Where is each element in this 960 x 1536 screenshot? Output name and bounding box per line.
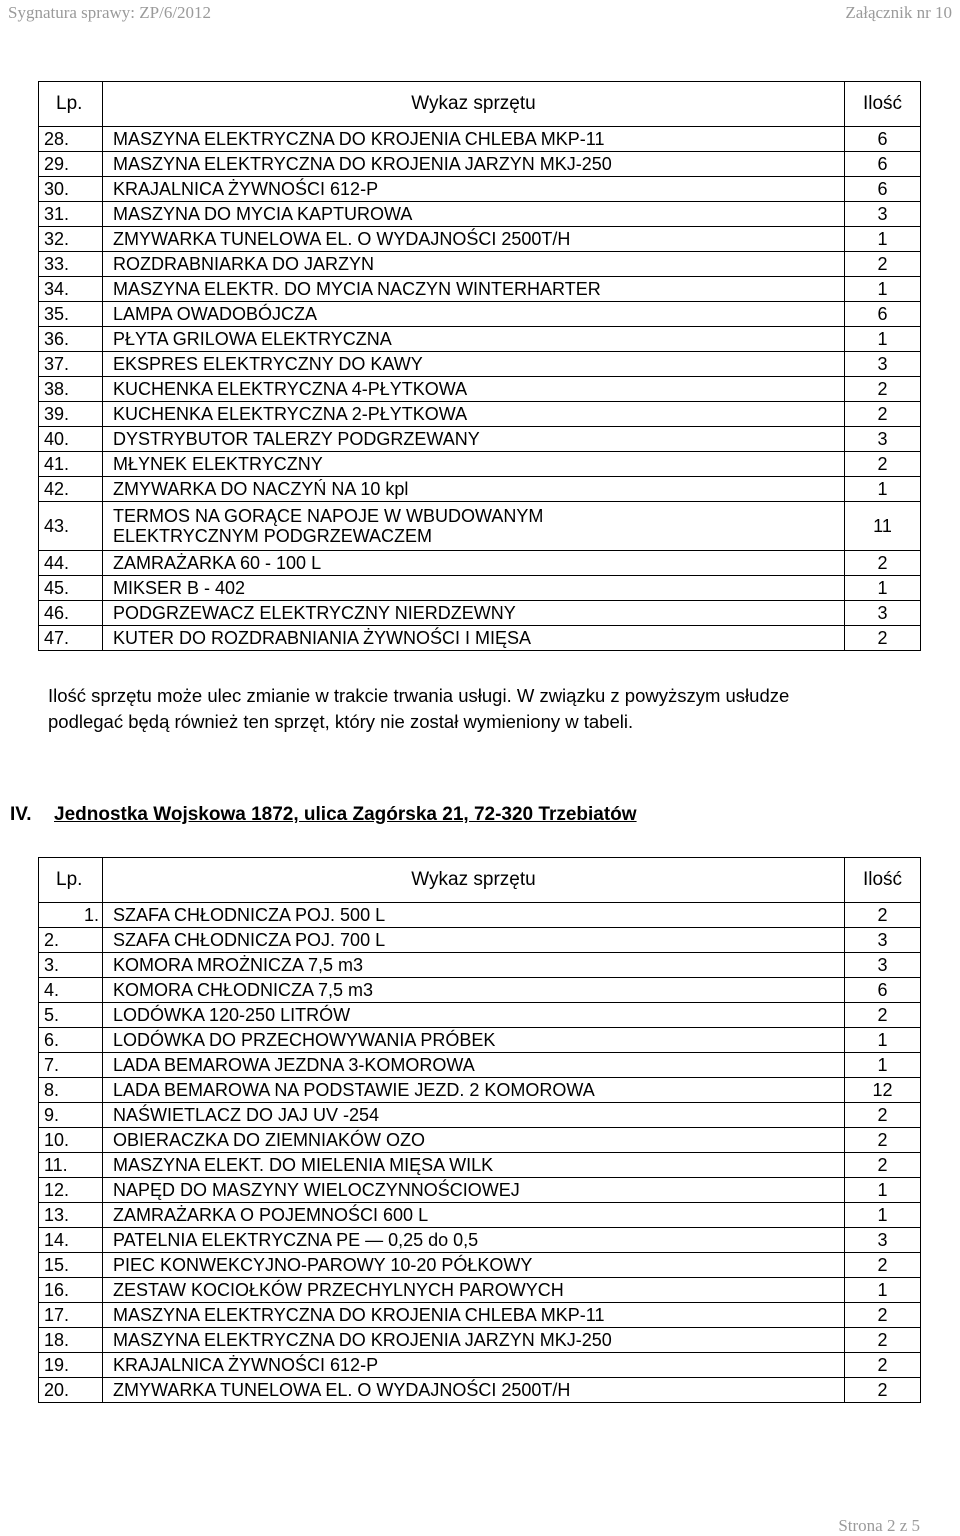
table-row (39, 1303, 921, 1328)
row-quantity: 3 (845, 1228, 921, 1253)
row-equipment-name: MASZYNA DO MYCIA KAPTUROWA (103, 202, 845, 227)
row-quantity: 1 (845, 1028, 921, 1053)
row-equipment-name: ZMYWARKA DO NACZYŃ NA 10 kpl (103, 477, 845, 502)
row-quantity: 6 (845, 978, 921, 1003)
table-row (39, 227, 921, 252)
row-equipment-name: NAŚWIETLACZ DO JAJ UV -254 (103, 1103, 845, 1128)
row-quantity: 2 (845, 626, 921, 651)
row-equipment-name: KUCHENKA ELEKTRYCZNA 4-PŁYTKOWA (103, 377, 845, 402)
table-row (39, 1203, 921, 1228)
row-quantity: 3 (845, 928, 921, 953)
table-row (39, 1003, 921, 1028)
row-equipment-name: OBIERACZKA DO ZIEMNIAKÓW OZO (103, 1128, 845, 1153)
row-lp: 34. (39, 277, 103, 302)
row-equipment-name: SZAFA CHŁODNICZA POJ. 700 L (103, 928, 845, 953)
equipment-note (48, 683, 928, 735)
table-row (39, 452, 921, 477)
table-row (39, 1078, 921, 1103)
row-quantity: 2 (845, 1103, 921, 1128)
row-quantity: 2 (845, 1303, 921, 1328)
table-row (39, 1278, 921, 1303)
table-row (39, 1253, 921, 1278)
table-row (39, 277, 921, 302)
row-quantity: 1 (845, 576, 921, 601)
row-lp: 40. (39, 427, 103, 452)
row-lp: 38. (39, 377, 103, 402)
row-lp: 35. (39, 302, 103, 327)
header-equipment: Wykaz sprzętu (103, 82, 845, 127)
row-lp: 45. (39, 576, 103, 601)
row-quantity: 1 (845, 1053, 921, 1078)
row-equipment-name: DYSTRYBUTOR TALERZY PODGRZEWANY (103, 427, 845, 452)
row-equipment-name: MASZYNA ELEKTRYCZNA DO KROJENIA CHLEBA MKP-11 (103, 1303, 845, 1328)
row-equipment-name: EKSPRES ELEKTRYCZNY DO KAWY (103, 352, 845, 377)
row-quantity: 12 (845, 1078, 921, 1103)
row-equipment-name: LAMPA OWADOBÓJCZA (103, 302, 845, 327)
row-quantity: 1 (845, 327, 921, 352)
table-row (39, 1378, 921, 1403)
row-lp: 36. (39, 327, 103, 352)
row-lp: 12. (39, 1178, 103, 1203)
row-lp: 14. (39, 1228, 103, 1253)
row-lp: 32. (39, 227, 103, 252)
table-row (39, 953, 921, 978)
table-row (39, 377, 921, 402)
section-number: IV. (10, 804, 32, 825)
table-row (39, 903, 921, 928)
table-row (39, 1028, 921, 1053)
row-lp: 33. (39, 252, 103, 277)
row-equipment-name: MASZYNA ELEKT. DO MIELENIA MIĘSA WILK (103, 1153, 845, 1178)
table-row (39, 626, 921, 651)
row-quantity: 2 (845, 551, 921, 576)
row-equipment-name: LODÓWKA 120-250 LITRÓW (103, 1003, 845, 1028)
row-lp: 17. (39, 1303, 103, 1328)
row-quantity: 2 (845, 903, 921, 928)
row-lp: 41. (39, 452, 103, 477)
section-title: Jednostka Wojskowa 1872, ulica Zagórska 21, 72-320 Trzebiatów (54, 804, 637, 825)
row-quantity: 2 (845, 252, 921, 277)
row-quantity: 6 (845, 152, 921, 177)
row-equipment-name: ROZDRABNIARKA DO JARZYN (103, 252, 845, 277)
attachment-number: Załącznik nr 10 (845, 3, 952, 22)
row-equipment-name: ZAMRAŻARKA 60 - 100 L (103, 551, 845, 576)
row-quantity: 1 (845, 1278, 921, 1303)
row-equipment-name: PATELNIA ELEKTRYCZNA PE — 0,25 do 0,5 (103, 1228, 845, 1253)
table-row (39, 1128, 921, 1153)
table-row (39, 576, 921, 601)
table-row (39, 402, 921, 427)
row-lp: 44. (39, 551, 103, 576)
table-row (39, 601, 921, 626)
table-row (39, 427, 921, 452)
row-equipment-name: MŁYNEK ELEKTRYCZNY (103, 452, 845, 477)
row-quantity: 2 (845, 402, 921, 427)
row-equipment-name: PIEC KONWEKCYJNO-PAROWY 10-20 PÓŁKOWY (103, 1253, 845, 1278)
row-equipment-name: MASZYNA ELEKTR. DO MYCIA NACZYN WINTERHARTER (103, 277, 845, 302)
row-quantity: 1 (845, 227, 921, 252)
row-equipment-name: KOMORA CHŁODNICZA 7,5 m3 (103, 978, 845, 1003)
row-equipment-name: NAPĘD DO MASZYNY WIELOCZYNNOŚCIOWEJ (103, 1178, 845, 1203)
row-equipment-name: LADA BEMAROWA JEZDNA 3-KOMOROWA (103, 1053, 845, 1078)
table-row (39, 477, 921, 502)
table-row (39, 1328, 921, 1353)
table-header-row (39, 82, 921, 127)
note-line-2: podlegać będą również ten sprzęt, który nie został wymieniony w tabeli. (48, 711, 634, 732)
row-quantity: 2 (845, 1378, 921, 1403)
table-row (39, 1053, 921, 1078)
row-quantity: 1 (845, 277, 921, 302)
row-lp: 4. (39, 978, 103, 1003)
row-lp: 18. (39, 1328, 103, 1353)
table-row (39, 177, 921, 202)
table-row (39, 551, 921, 576)
row-quantity: 2 (845, 452, 921, 477)
row-quantity: 1 (845, 1203, 921, 1228)
note-line-1: Ilość sprzętu może ulec zmianie w trakcie trwania usługi. W związku z powyższym usłudze (48, 685, 790, 706)
row-quantity: 6 (845, 127, 921, 152)
table-row (39, 1228, 921, 1253)
row-quantity: 2 (845, 1128, 921, 1153)
row-quantity: 6 (845, 177, 921, 202)
table-row (39, 352, 921, 377)
row-lp: 11. (39, 1153, 103, 1178)
row-lp: 20. (39, 1378, 103, 1403)
row-lp: 47. (39, 626, 103, 651)
row-lp: 9. (39, 1103, 103, 1128)
row-equipment-name: PODGRZEWACZ ELEKTRYCZNY NIERDZEWNY (103, 601, 845, 626)
row-lp: 6. (39, 1028, 103, 1053)
row-lp: 5. (39, 1003, 103, 1028)
table-row (39, 978, 921, 1003)
row-equipment-name: MASZYNA ELEKTRYCZNA DO KROJENIA CHLEBA MKP-11 (103, 127, 845, 152)
equipment-table-2 (38, 857, 921, 1403)
row-equipment-name: MASZYNA ELEKTRYCZNA DO KROJENIA JARZYN MKJ-250 (103, 1328, 845, 1353)
row-equipment-name: ZAMRAŻARKA O POJEMNOŚCI 600 L (103, 1203, 845, 1228)
row-lp: 2. (39, 928, 103, 953)
row-quantity: 1 (845, 1178, 921, 1203)
row-quantity: 6 (845, 302, 921, 327)
header-lp: Lp. (39, 82, 103, 127)
row-quantity: 11 (845, 502, 921, 551)
equipment-table-1 (38, 81, 921, 651)
case-signature: Sygnatura sprawy: ZP/6/2012 (8, 3, 212, 22)
row-equipment-name: MIKSER B - 402 (103, 576, 845, 601)
row-lp: 29. (39, 152, 103, 177)
table-row (39, 502, 921, 551)
row-lp: 8. (39, 1078, 103, 1103)
row-quantity: 2 (845, 1253, 921, 1278)
table-row (39, 252, 921, 277)
row-lp: 7. (39, 1053, 103, 1078)
row-equipment-name (103, 502, 845, 551)
row-quantity: 1 (845, 477, 921, 502)
header-lp: Lp. (39, 858, 103, 903)
row-quantity: 3 (845, 953, 921, 978)
row-quantity: 2 (845, 1328, 921, 1353)
page-number: Strona 2 z 5 (838, 1516, 920, 1535)
row-lp: 13. (39, 1203, 103, 1228)
row-lp: 42. (39, 477, 103, 502)
row-equipment-name: KOMORA MROŻNICZA 7,5 m3 (103, 953, 845, 978)
row-lp: 1. (39, 903, 103, 928)
row-equipment-name: ZMYWARKA TUNELOWA EL. O WYDAJNOŚCI 2500T/H (103, 1378, 845, 1403)
table-header-row (39, 858, 921, 903)
table-row (39, 152, 921, 177)
row-lp: 28. (39, 127, 103, 152)
row-lp: 19. (39, 1353, 103, 1378)
table-row (39, 302, 921, 327)
table-row (39, 1153, 921, 1178)
table-row (39, 202, 921, 227)
row-lp: 15. (39, 1253, 103, 1278)
row-equipment-name-line-2: ELEKTRYCZNYM PODGRZEWACZEM (113, 526, 433, 546)
row-quantity: 2 (845, 1353, 921, 1378)
row-quantity: 2 (845, 1003, 921, 1028)
row-equipment-name: ZMYWARKA TUNELOWA EL. O WYDAJNOŚCI 2500T/H (103, 227, 845, 252)
row-quantity: 3 (845, 352, 921, 377)
header-equipment: Wykaz sprzętu (103, 858, 845, 903)
row-lp: 16. (39, 1278, 103, 1303)
row-lp: 37. (39, 352, 103, 377)
row-lp: 31. (39, 202, 103, 227)
row-equipment-name: LODÓWKA DO PRZECHOWYWANIA PRÓBEK (103, 1028, 845, 1053)
header-quantity: Ilość (845, 82, 921, 127)
row-equipment-name: KRAJALNICA ŻYWNOŚCI 612-P (103, 1353, 845, 1378)
row-equipment-name-line-1: TERMOS NA GORĄCE NAPOJE W WBUDOWANYM (113, 506, 544, 526)
row-lp: 46. (39, 601, 103, 626)
header-quantity: Ilość (845, 858, 921, 903)
row-equipment-name: KRAJALNICA ŻYWNOŚCI 612-P (103, 177, 845, 202)
row-lp: 43. (39, 502, 103, 551)
table-row (39, 1178, 921, 1203)
table-row (39, 127, 921, 152)
table-row (39, 327, 921, 352)
row-equipment-name: KUCHENKA ELEKTRYCZNA 2-PŁYTKOWA (103, 402, 845, 427)
row-quantity: 3 (845, 427, 921, 452)
row-lp: 39. (39, 402, 103, 427)
table-row (39, 1103, 921, 1128)
row-quantity: 2 (845, 377, 921, 402)
row-lp: 3. (39, 953, 103, 978)
table-row (39, 1353, 921, 1378)
row-equipment-name: PŁYTA GRILOWA ELEKTRYCZNA (103, 327, 845, 352)
row-lp: 30. (39, 177, 103, 202)
row-equipment-name: ZESTAW KOCIOŁKÓW PRZECHYLNYCH PAROWYCH (103, 1278, 845, 1303)
row-equipment-name: SZAFA CHŁODNICZA POJ. 500 L (103, 903, 845, 928)
row-equipment-name: LADA BEMAROWA NA PODSTAWIE JEZD. 2 KOMOROWA (103, 1078, 845, 1103)
table-row (39, 928, 921, 953)
page-header (0, 0, 960, 28)
row-equipment-name: MASZYNA ELEKTRYCZNA DO KROJENIA JARZYN MKJ-250 (103, 152, 845, 177)
row-quantity: 3 (845, 202, 921, 227)
row-equipment-name: KUTER DO ROZDRABNIANIA ŻYWNOŚCI I MIĘSA (103, 626, 845, 651)
row-quantity: 3 (845, 601, 921, 626)
row-lp: 10. (39, 1128, 103, 1153)
row-quantity: 2 (845, 1153, 921, 1178)
